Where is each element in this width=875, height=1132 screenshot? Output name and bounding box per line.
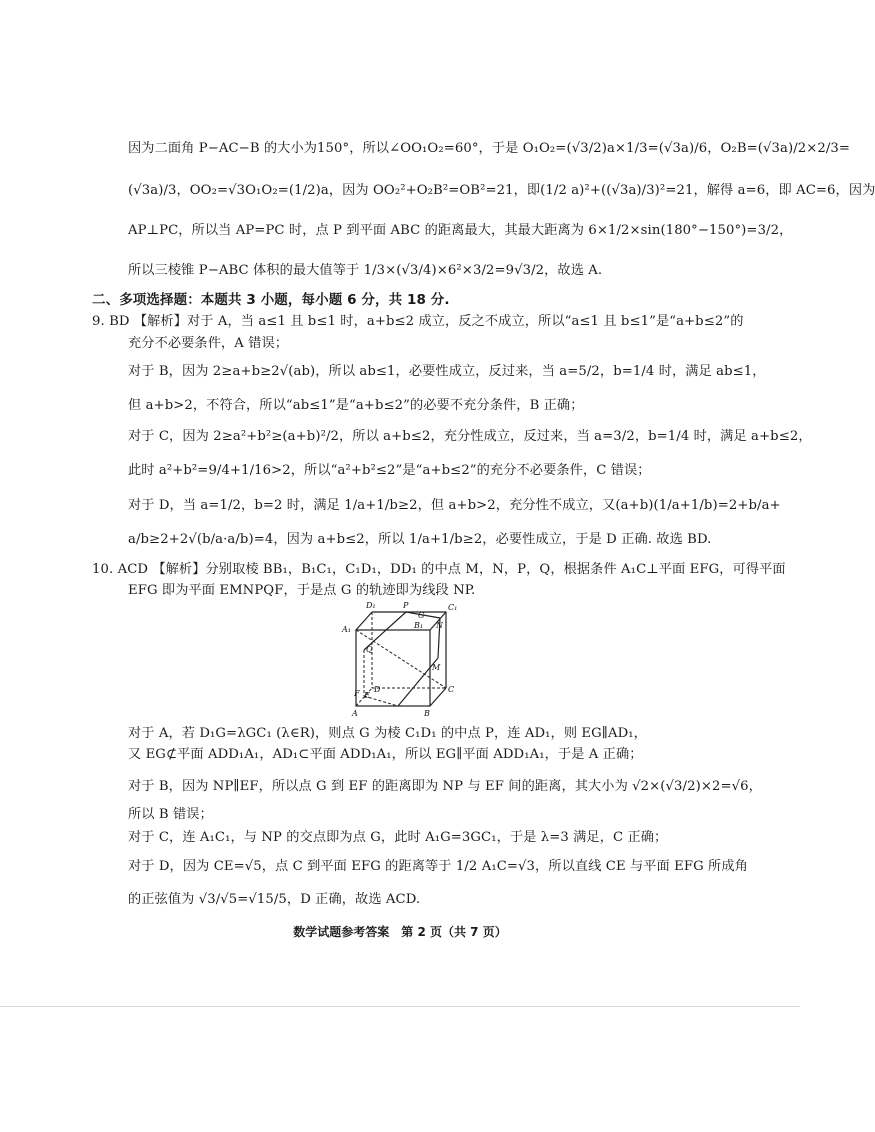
page-divider [0,1006,800,1007]
label-n: N [436,621,443,630]
text-line: 对于 B，因为 NP∥EF，所以点 G 到 EF 的距离即为 NP 与 EF 间的距离，其大小为 √2×(√3/2)×2=√6， [128,779,762,794]
text-line: 所以三棱锥 P−ABC 体积的最大值等于 1/3×(√3/4)×6²×3/2=9√3/2，故选 A. [128,263,603,278]
text-line: 此时 a²+b²=9/4+1/16>2，所以“a²+b²≤2”是“a+b≤2”的充分不必要条件，C 错误； [128,463,651,478]
label-e: E [364,691,370,700]
text-line: 所以 B 错误； [128,807,213,822]
page-footer: 数学试题参考答案 第 2 页（共 7 页） [293,925,507,939]
text-line: AP⊥PC，所以当 AP=PC 时，点 P 到平面 ABC 的距离最大，其最大距离为 6×1/2×sin(180°−150°)=3/2， [128,223,793,238]
label-a: A [352,709,358,718]
label-c1: C₁ [448,603,458,612]
text-line: (√3a)/3，OO₂=√3O₁O₂=(1/2)a，因为 OO₂²+O₂B²=OB²=21，即(1/2 a)²+((√3a)/3)²=21，解得 a=6，即 AC=6，因为 [128,183,875,198]
text-line: 又 EG⊄平面 ADD₁A₁，AD₁⊂平面 ADD₁A₁，所以 EG∥平面 ADD₁A₁，于是 A 正确； [128,747,643,762]
label-a1: A₁ [342,625,351,634]
cube-figure [336,598,472,718]
text-line: 但 a+b>2，不符合，所以“ab≤1”是“a+b≤2”的必要不充分条件，B 正确； [128,398,584,413]
text-line: 对于 D，因为 CE=√5，点 C 到平面 EFG 的距离等于 1/2 A₁C=√3，所以直线 CE 与平面 EFG 所成角 [128,859,748,874]
text-line: 充分不必要条件，A 错误； [128,336,289,351]
label-g: G [418,611,425,620]
label-m: M [432,663,441,672]
label-b: B [424,709,430,718]
label-b1: B₁ [414,621,424,630]
text-line: 10. ACD 【解析】分别取棱 BB₁，B₁C₁，C₁D₁，DD₁ 的中点 M，N，P，Q，根据条件 A₁C⊥平面 EFG，可得平面 [92,562,786,577]
text-line: 对于 C，连 A₁C₁，与 NP 的交点即为点 G，此时 A₁G=3GC₁，于是 λ=3 满足，C 正确； [128,830,668,845]
label-p: P [403,601,409,610]
label-q: Q [366,645,373,654]
text-line: 因为二面角 P−AC−B 的大小为150°，所以∠OO₁O₂=60°，于是 O₁O₂=(√3/2)a×1/3=(√3a)/6，O₂B=(√3a)/2×2/3= [128,141,851,156]
label-d1: D₁ [366,601,376,610]
text-line: 对于 A，若 D₁G=λGC₁ (λ∈R)，则点 G 为棱 C₁D₁ 的中点 P，连 AD₁，则 EG∥AD₁， [128,726,647,741]
text-line: 9. BD 【解析】对于 A，当 a≤1 且 b≤1 时，a+b≤2 成立，反之不成立，所以“a≤1 且 b≤1”是“a+b≤2”的 [92,314,744,329]
text-line: 对于 B，因为 2≥a+b≥2√(ab)，所以 ab≤1，必要性成立，反过来，当 a=5/2，b=1/4 时，满足 ab≤1， [128,364,766,379]
text-line: 的正弦值为 √3/√5=√15/5，D 正确，故选 ACD. [128,892,421,907]
text-line: 对于 D，当 a=1/2，b=2 时，满足 1/a+1/b≥2，但 a+b>2，充分性不成立，又(a+b)(1/a+1/b)=2+b/a+ [128,498,781,513]
label-c: C [448,685,455,694]
text-line: EFG 即为平面 EMNPQF，于是点 G 的轨迹即为线段 NP. [128,583,476,598]
text-line: a/b≥2+2√(b/a·a/b)=4，因为 a+b≤2，所以 1/a+1/b≥2，必要性成立，于是 D 正确. 故选 BD. [128,532,712,547]
cube-diagram [336,598,472,718]
text-line: 对于 C，因为 2≥a²+b²≥(a+b)²/2，所以 a+b≤2，充分性成立，反过来，当 a=3/2，b=1/4 时，满足 a+b≤2， [128,429,812,444]
section-heading: 二、多项选择题：本题共 3 小题，每小题 6 分，共 18 分. [92,292,450,308]
label-d: D [374,685,381,694]
label-f: F [354,689,360,698]
